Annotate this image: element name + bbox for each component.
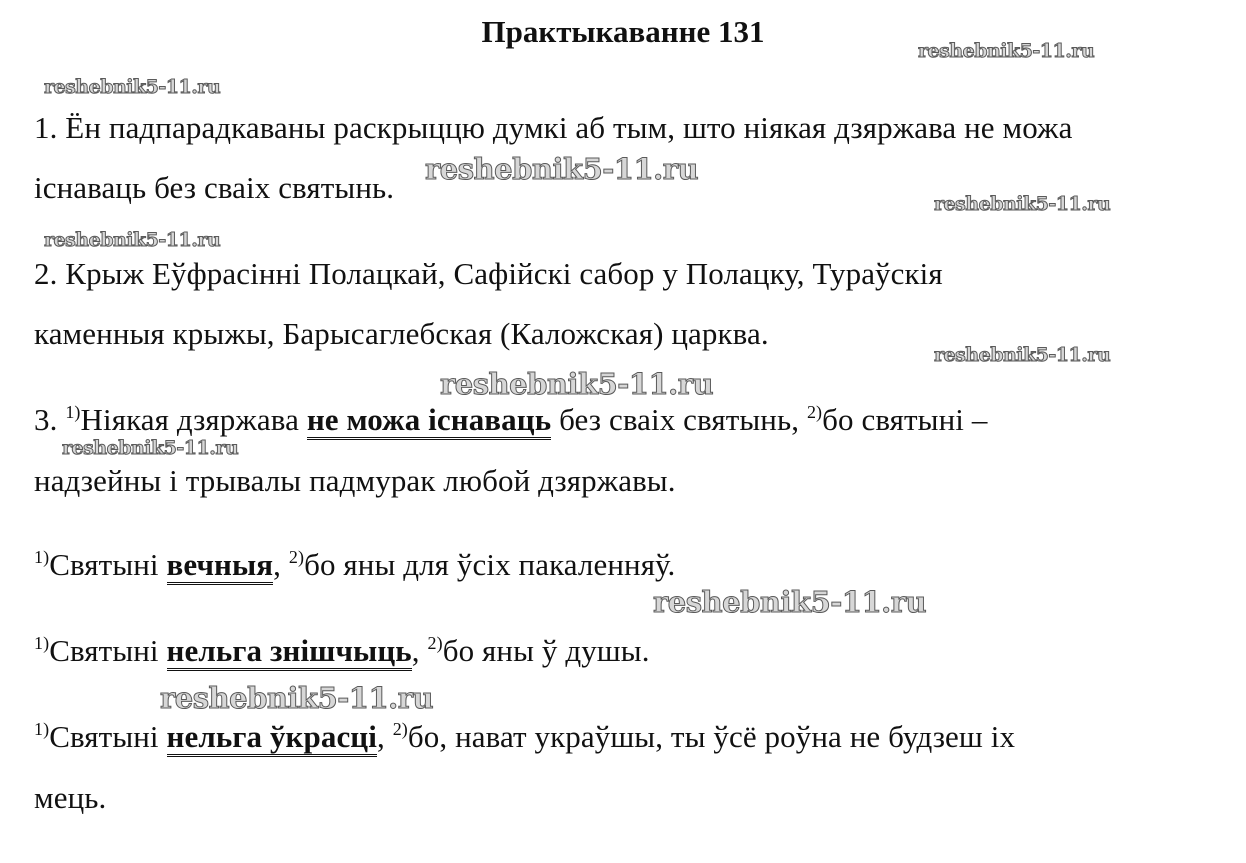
watermark: reshebnik5-11.ru (44, 76, 221, 98)
answer-3-line-2: надзейны і трывалы падмурак любой дзяржавы. (34, 463, 676, 498)
clause-text: бо, нават украўшы, ты ўсё роўна не будзеш іх (407, 719, 1016, 754)
sentence-3 (34, 719, 1015, 755)
subject: Святыні (49, 719, 159, 754)
clause-text: бо яны для ўсіх пакаленняў. (304, 547, 676, 582)
predicate: не можа існаваць (307, 402, 551, 440)
comma: , (411, 633, 420, 668)
sentence-3-continuation: мець. (34, 780, 107, 815)
answer-number: 3. (34, 402, 58, 437)
watermark: reshebnik5-11.ru (653, 585, 927, 619)
comma: , (273, 547, 282, 582)
page-title: Практыкаванне 131 (481, 14, 765, 49)
answer-1-line-2: існаваць без сваіх святынь. (34, 170, 395, 205)
clause-text: без сваіх святынь, (559, 402, 800, 437)
clause-marker: 1) (34, 547, 50, 567)
watermark: reshebnik5-11.ru (934, 193, 1111, 215)
clause-marker: 1) (34, 719, 50, 739)
clause-text: бо яны ў душы. (442, 633, 650, 668)
watermark: reshebnik5-11.ru (934, 344, 1111, 366)
clause-marker: 1) (65, 402, 81, 422)
predicate: вечныя (167, 547, 274, 585)
clause-marker: 2) (288, 547, 305, 567)
clause-marker: 1) (34, 633, 50, 653)
sentence-1 (34, 547, 675, 583)
answer-1-line-1: 1. Ён падпарадкаваны раскрыццю думкі аб тым, што ніякая дзяржава не можа (34, 110, 1073, 145)
subject: Святыні (49, 547, 159, 582)
clause-marker: 2) (806, 402, 823, 422)
answer-2-line-1: 2. Крыж Еўфрасінні Полацкай, Сафійскі сабор у Полацку, Тураўскія (34, 256, 943, 291)
clause-marker: 2) (392, 719, 408, 739)
answer-3-line-1 (34, 402, 987, 438)
clause-text: бо святыні – (822, 402, 988, 437)
watermark: reshebnik5-11.ru (425, 152, 699, 186)
clause-marker: 2) (427, 633, 443, 653)
predicate: нельга ўкрасці (167, 719, 377, 757)
comma: , (376, 719, 385, 754)
watermark: reshebnik5-11.ru (160, 681, 434, 715)
watermark: reshebnik5-11.ru (440, 367, 714, 401)
watermark: reshebnik5-11.ru (62, 437, 239, 459)
sentence-2 (34, 633, 650, 669)
watermark: reshebnik5-11.ru (918, 40, 1095, 62)
answer-2-line-2: каменныя крыжы, Барысаглебская (Каложская) царква. (34, 316, 769, 351)
subject: Святыні (49, 633, 159, 668)
clause-text: Ніякая дзяржава (80, 402, 299, 437)
watermark: reshebnik5-11.ru (44, 229, 221, 251)
predicate: нельга знішчыць (167, 633, 412, 671)
